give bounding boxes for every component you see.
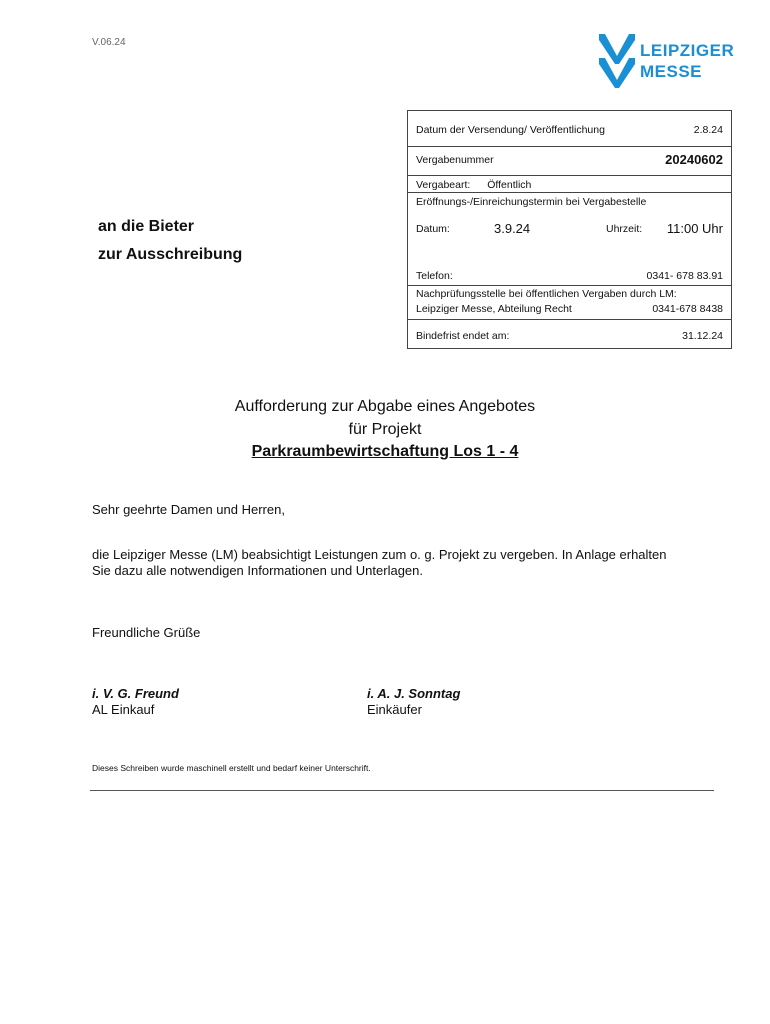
salutation: Sehr geehrte Damen und Herren,: [92, 502, 285, 517]
heading-line2: für Projekt: [348, 421, 422, 438]
binding-row: [408, 330, 731, 342]
date-value: 3.9.24: [494, 221, 531, 236]
dispatch-row: [408, 124, 731, 136]
divider: [408, 285, 731, 286]
leipziger-messe-logo: [597, 30, 737, 92]
divider: [408, 319, 731, 320]
award-number-label: Vergabenummer: [416, 154, 494, 166]
divider: [408, 146, 731, 147]
dispatch-value: 2.8.24: [693, 124, 723, 136]
award-number-value: 20240602: [665, 152, 723, 167]
review-body-phone: 0341-678 8438: [652, 303, 723, 315]
divider: [408, 175, 731, 176]
body-paragraph-line1: die Leipziger Messe (LM) beabsichtigt Leistungen zum o. g. Projekt zu vergeben. In Anlage erhalten: [92, 547, 667, 562]
phone-row: [408, 270, 731, 282]
project-title-text: Parkraumbewirtschaftung Los 1 - 4: [251, 443, 519, 460]
recipient-line1: an die Bieter: [98, 218, 195, 235]
heading-line1: Aufforderung zur Abgabe eines Angebotes: [234, 398, 536, 415]
signature-role: AL Einkauf: [92, 702, 155, 717]
version-label: V.06.24: [92, 37, 126, 48]
signature-block-1: [92, 686, 179, 718]
logo-line2: MESSE: [640, 62, 703, 81]
closing: Freundliche Grüße: [92, 625, 201, 640]
time-label: Uhrzeit:: [606, 223, 643, 235]
phone-label: Telefon:: [416, 270, 453, 282]
logo-line1: LEIPZIGER: [640, 41, 735, 60]
opening-label: Eröffnungs-/Einreichungstermin bei Vergabestelle: [416, 196, 647, 208]
date-label: Datum:: [416, 223, 450, 235]
binding-label: Bindefrist endet am:: [416, 330, 510, 342]
phone-value: 0341- 678 83.91: [646, 270, 723, 282]
time-value: 11:00 Uhr: [666, 221, 723, 236]
recipient-line2: zur Ausschreibung: [98, 246, 243, 263]
signature-block-2: [367, 686, 460, 718]
award-type-label: Vergabeart:: [416, 179, 471, 191]
signature-name: i. V. G. Freund: [92, 686, 179, 701]
award-type-row: [408, 179, 731, 191]
review-body-line2: [408, 303, 731, 315]
divider: [408, 192, 731, 193]
binding-value: 31.12.24: [682, 330, 723, 342]
award-type-value: Öffentlich: [487, 179, 532, 191]
tender-info-box: [407, 110, 732, 349]
review-body-name: Leipziger Messe, Abteilung Recht: [416, 303, 572, 315]
project-title: [0, 443, 770, 461]
footnote: Dieses Schreiben wurde maschinell erstellt und bedarf keiner Unterschrift.: [92, 763, 371, 773]
signature-role: Einkäufer: [367, 702, 422, 717]
body-paragraph-line2: Sie dazu alle notwendigen Informationen und Unterlagen.: [92, 563, 424, 578]
review-body-line1: Nachprüfungsstelle bei öffentlichen Vergaben durch LM:: [416, 288, 677, 300]
signature-name: i. A. J. Sonntag: [367, 686, 461, 701]
date-time-row: [408, 223, 731, 235]
dispatch-label: Datum der Versendung/ Veröffentlichung: [416, 124, 605, 136]
logo-mark-icon: [597, 30, 637, 92]
award-number-row: [408, 154, 731, 166]
footer-divider: [90, 790, 714, 791]
